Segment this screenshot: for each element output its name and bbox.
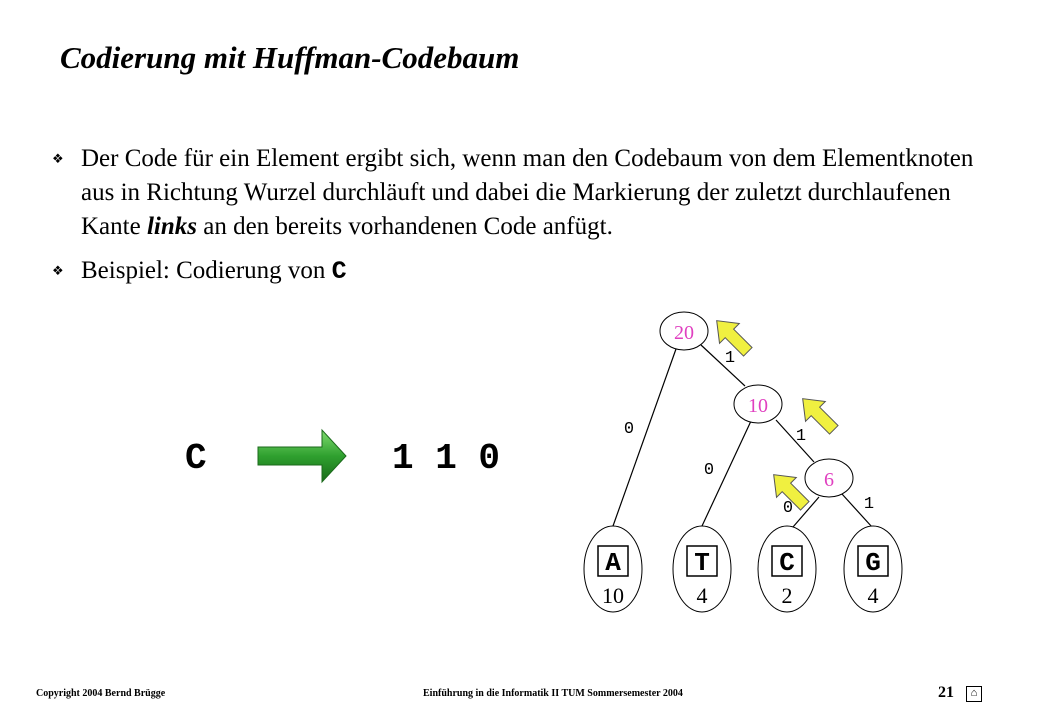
- footer-course: Einführung in die Informatik II TUM Sommersemester 2004: [423, 688, 683, 699]
- tree-node-20-label: 20: [674, 322, 694, 344]
- nav-home-icon[interactable]: ⌂: [966, 686, 982, 702]
- leaf-weight-C: 2: [781, 583, 793, 608]
- example-symbol: C: [185, 438, 207, 479]
- page-number: 21: [938, 684, 954, 701]
- edge-label-6-G: 1: [863, 495, 875, 514]
- leaf-letter-G: G: [865, 548, 881, 578]
- edge-label-20-10: 1: [724, 349, 736, 368]
- green-arrow-icon: [258, 430, 346, 482]
- bullet2-text: Beispiel: Codierung von: [81, 257, 332, 284]
- edge-label-6-C: 0: [782, 499, 794, 518]
- tree-node-6-label: 6: [824, 469, 834, 491]
- bullet1-text-b: an den bereits vorhandenen Code anfügt.: [196, 213, 613, 240]
- bullet2-code: C: [331, 257, 347, 286]
- slide-title: Codierung mit Huffman-Codebaum: [60, 40, 520, 75]
- edge-label-10-6: 1: [795, 427, 807, 446]
- edge-20-A: [613, 349, 676, 526]
- leaf-letter-C: C: [779, 548, 795, 578]
- leaf-node-A: [584, 526, 642, 612]
- tree-node-10-label: 10: [748, 395, 768, 417]
- leaf-weight-A: 10: [602, 583, 624, 608]
- leaf-node-C: [758, 526, 816, 612]
- bullet-diamond-icon: ❖: [52, 151, 64, 166]
- edge-label-10-T: 0: [703, 461, 715, 480]
- leaf-weight-T: 4: [696, 583, 708, 608]
- leaf-node-G: [844, 526, 902, 612]
- leaf-letter-T: T: [694, 548, 710, 578]
- leaf-letter-A: A: [605, 548, 621, 578]
- example-code-result: 1 1 0: [392, 438, 501, 479]
- leaf-node-T: [673, 526, 731, 612]
- footer-copyright: Copyright 2004 Bernd Brügge: [36, 688, 166, 699]
- bullet-diamond-icon: ❖: [52, 263, 64, 278]
- bullet1-emphasis: links: [146, 213, 197, 240]
- leaf-weight-G: 4: [867, 583, 879, 608]
- bullet1-text-a: Der Code für ein Element ergibt sich, wenn man den Codebaum von dem Elementknoten aus in Richtung Wurzel durchläuft und dabei die Markierung der zuletzt durchlaufenen Kante: [81, 145, 974, 240]
- edge-label-20-A: 0: [623, 420, 635, 439]
